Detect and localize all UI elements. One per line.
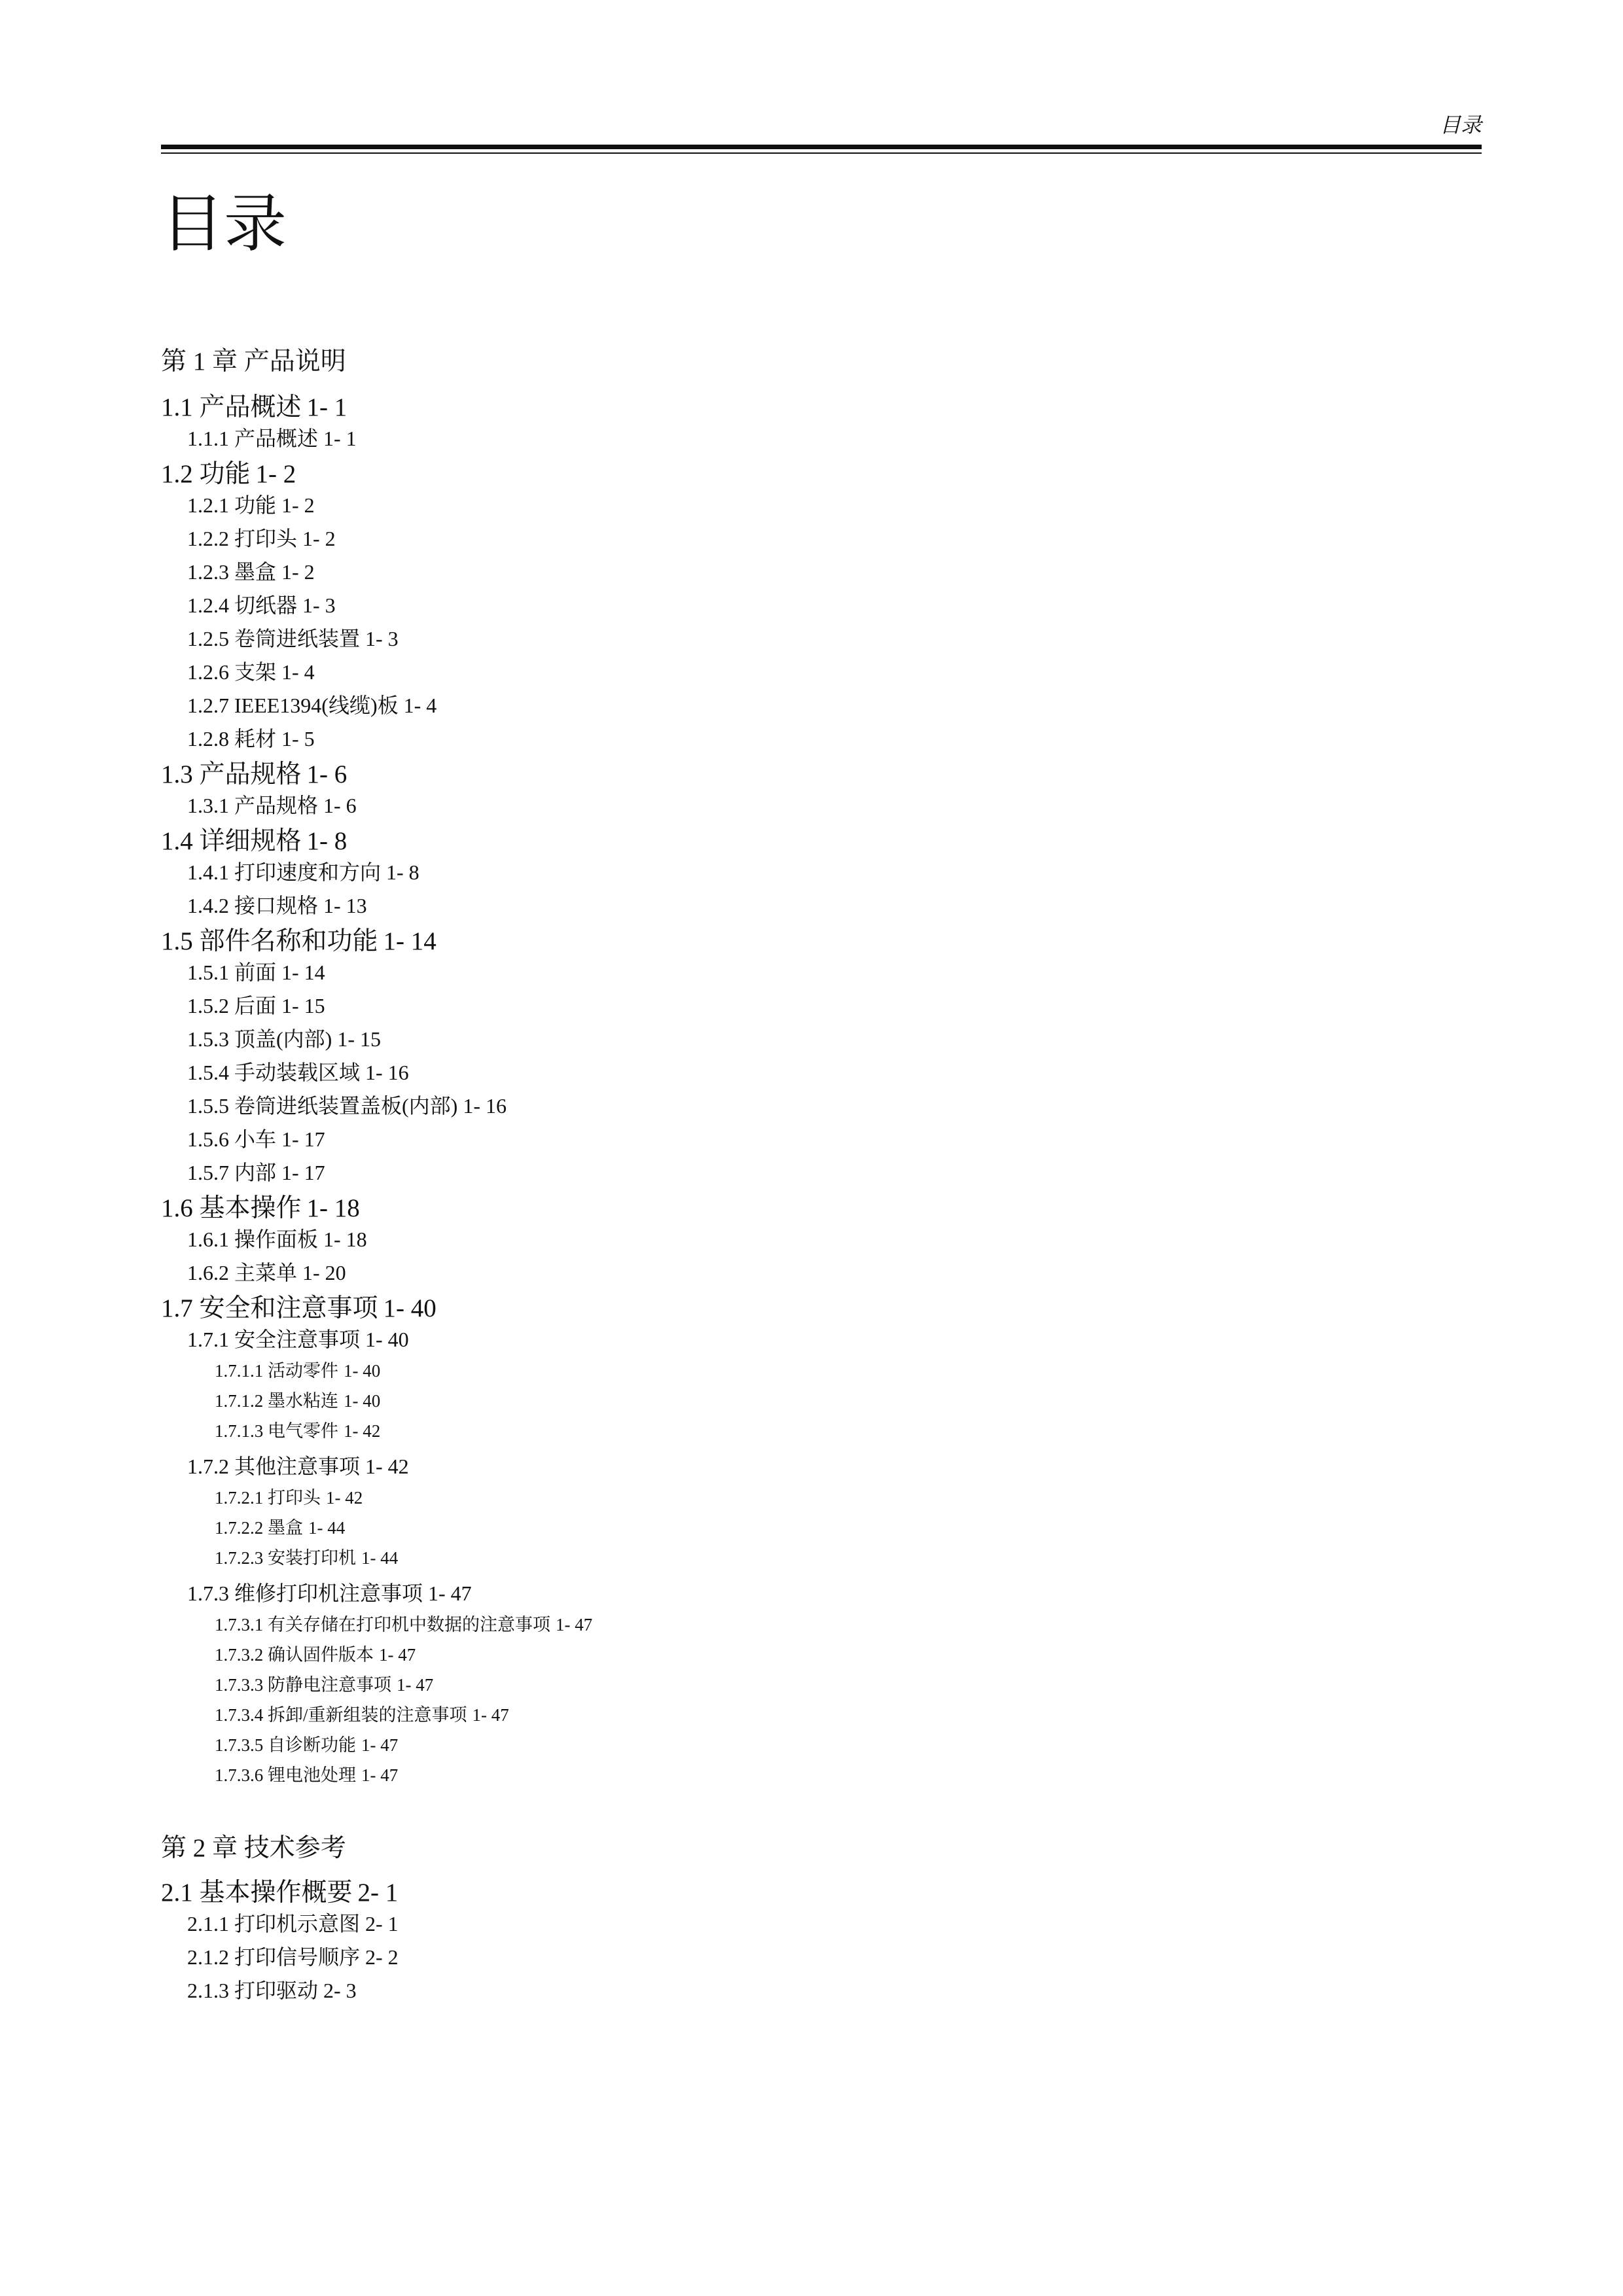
toc-entry-title: 1.7.2 其他注意事项 bbox=[187, 1455, 361, 1478]
toc-entry-page: 1- 47 bbox=[361, 1735, 399, 1755]
toc-entry-title: 1.1 产品概述 bbox=[161, 393, 302, 421]
toc-entry-title: 1.7.2.1 打印头 bbox=[215, 1488, 321, 1508]
toc-entry-title: 1.7.1.2 墨水粘连 bbox=[215, 1391, 338, 1411]
toc-entry-title: 1.6 基本操作 bbox=[161, 1194, 302, 1222]
toc-entry-page: 1- 14 bbox=[383, 927, 437, 955]
toc-entry-title: 1.7.3.1 有关存储在打印机中数据的注意事项 bbox=[215, 1615, 550, 1634]
toc-entry-title: 2.1.2 打印信号顺序 bbox=[187, 1945, 361, 1969]
toc-entry-page: 1- 42 bbox=[365, 1455, 409, 1478]
toc-entry-title: 1.2.2 打印头 bbox=[187, 527, 298, 550]
toc-entry-title: 1.2.1 功能 bbox=[187, 493, 277, 517]
toc-entry-page: 1- 40 bbox=[365, 1328, 409, 1351]
toc-entry-page: 1- 2 bbox=[281, 493, 315, 517]
toc-entry-title: 1.5.3 顶盖(内部) bbox=[187, 1027, 332, 1051]
toc-entry-page: 2- 3 bbox=[323, 1979, 357, 2002]
toc-entry-page: 1- 42 bbox=[326, 1488, 363, 1508]
toc-entry-page: 1- 1 bbox=[323, 427, 357, 450]
toc-entry-page: 1- 15 bbox=[337, 1027, 381, 1051]
running-header: 目录 bbox=[1439, 113, 1482, 137]
toc-entry-title: 1.7 安全和注意事项 bbox=[161, 1294, 378, 1322]
toc-entry-title: 1.4.2 接口规格 bbox=[187, 894, 319, 917]
toc-entry-title: 1.7.2.2 墨盒 bbox=[215, 1518, 303, 1538]
toc-entry-page: 2- 1 bbox=[365, 1912, 399, 1935]
toc-entry-title: 1.7.1 安全注意事项 bbox=[187, 1328, 361, 1351]
toc-entry-page: 1- 5 bbox=[281, 727, 315, 751]
toc-entry-page: 1- 18 bbox=[306, 1194, 360, 1222]
toc-entry-page: 1- 47 bbox=[472, 1705, 509, 1725]
toc-entry-page: 1- 17 bbox=[281, 1127, 325, 1151]
toc-entry-title: 1.3 产品规格 bbox=[161, 760, 302, 788]
toc-entry-page: 1- 6 bbox=[306, 760, 348, 788]
toc-entry-page: 1- 42 bbox=[344, 1421, 381, 1441]
toc-entry-title: 1.6.2 主菜单 bbox=[187, 1261, 298, 1284]
toc-entry-page: 1- 40 bbox=[344, 1361, 381, 1381]
toc-entry-page: 1- 3 bbox=[365, 627, 399, 650]
toc-entry-title: 2.1 基本操作概要 bbox=[161, 1879, 353, 1907]
toc-entry-page: 1- 47 bbox=[379, 1645, 416, 1665]
chapter-title-2: 第 2 章 技术参考 bbox=[161, 1834, 346, 1862]
toc-entry-page: 1- 20 bbox=[302, 1261, 346, 1284]
toc-entry-title: 1.7.3.6 锂电池处理 bbox=[215, 1765, 356, 1785]
toc-entry-title: 1.2.5 卷筒进纸装置 bbox=[187, 627, 361, 650]
toc-entry-title: 1.7.3.5 自诊断功能 bbox=[215, 1735, 356, 1755]
toc-entry-page: 1- 2 bbox=[281, 560, 315, 584]
toc-entry-page: 1- 1 bbox=[306, 393, 348, 421]
toc-entry-title: 1.2.7 IEEE1394(线缆)板 bbox=[187, 694, 399, 717]
toc-entry-page: 1- 14 bbox=[281, 961, 325, 984]
toc-entry-title: 1.4.1 打印速度和方向 bbox=[187, 860, 382, 884]
toc-entry-page: 1- 16 bbox=[463, 1094, 507, 1118]
toc-entry-title: 1.3.1 产品规格 bbox=[187, 794, 319, 817]
toc-entry-title: 1.2.3 墨盒 bbox=[187, 560, 277, 584]
toc-entry-page: 1- 4 bbox=[403, 694, 437, 717]
toc-entry-page: 1- 47 bbox=[428, 1581, 472, 1605]
toc-entry-page: 1- 8 bbox=[386, 860, 419, 884]
toc-entry-page: 1- 4 bbox=[281, 660, 315, 684]
toc-entry-title: 1.5.4 手动装载区域 bbox=[187, 1061, 361, 1084]
toc-entry-page: 2- 1 bbox=[357, 1879, 399, 1907]
toc-entry-page: 1- 44 bbox=[308, 1518, 346, 1538]
toc-entry-title: 2.1.3 打印驱动 bbox=[187, 1979, 319, 2002]
toc-entry-title: 1.5.5 卷筒进纸装置盖板(内部) bbox=[187, 1094, 458, 1118]
toc-entry-title: 1.2.6 支架 bbox=[187, 660, 277, 684]
toc-entry-title: 1.2.4 切纸器 bbox=[187, 593, 298, 617]
toc-entry-title: 2.1.1 打印机示意图 bbox=[187, 1912, 361, 1935]
toc-entry-page: 1- 44 bbox=[361, 1548, 399, 1568]
toc-entry-title: 1.2.8 耗材 bbox=[187, 727, 277, 751]
toc-entry-title: 1.5.2 后面 bbox=[187, 994, 277, 1017]
toc-entry-title: 1.7.1.3 电气零件 bbox=[215, 1421, 338, 1441]
toc-entry-title: 1.6.1 操作面板 bbox=[187, 1227, 319, 1251]
toc-entry-page: 1- 2 bbox=[302, 527, 336, 550]
toc-entry-title: 1.5.7 内部 bbox=[187, 1161, 277, 1184]
header-rule-thin bbox=[161, 152, 1482, 154]
toc-entry-title: 1.7.3.2 确认固件版本 bbox=[215, 1645, 374, 1665]
toc-entry-page: 1- 15 bbox=[281, 994, 325, 1017]
toc-entry-title: 1.5 部件名称和功能 bbox=[161, 927, 378, 955]
toc-entry-title: 1.2 功能 bbox=[161, 460, 251, 488]
toc-entry-page: 1- 40 bbox=[344, 1391, 381, 1411]
toc-entry-page: 1- 2 bbox=[255, 460, 296, 488]
toc-entry-page: 2- 2 bbox=[365, 1945, 399, 1969]
toc-entry-title: 1.7.3 维修打印机注意事项 bbox=[187, 1581, 423, 1605]
chapter-title-1: 第 1 章 产品说明 bbox=[161, 347, 346, 376]
toc-entry-title: 1.7.1.1 活动零件 bbox=[215, 1361, 338, 1381]
toc-entry-page: 1- 6 bbox=[323, 794, 357, 817]
toc-entry-page: 1- 13 bbox=[323, 894, 367, 917]
toc-entry-title: 1.7.3.4 拆卸/重新组装的注意事项 bbox=[215, 1705, 467, 1725]
toc-entry-title: 1.7.3.3 防静电注意事项 bbox=[215, 1675, 391, 1695]
toc-entry-title: 1.4 详细规格 bbox=[161, 827, 302, 855]
toc-entry-page: 1- 47 bbox=[361, 1765, 399, 1785]
toc-entry-page: 1- 47 bbox=[397, 1675, 434, 1695]
toc-entry-page: 1- 17 bbox=[281, 1161, 325, 1184]
toc-entry-page: 1- 8 bbox=[306, 827, 348, 855]
toc-entry-page: 1- 47 bbox=[556, 1615, 593, 1634]
header-rule-thick bbox=[161, 145, 1482, 149]
toc-entry-page: 1- 18 bbox=[323, 1227, 367, 1251]
toc-entry-title: 1.1.1 产品概述 bbox=[187, 427, 319, 450]
toc-entry-title: 1.5.6 小车 bbox=[187, 1127, 277, 1151]
toc-entry-page: 1- 40 bbox=[383, 1294, 437, 1322]
page-title: 目录 bbox=[161, 187, 287, 260]
toc-entry-title: 1.5.1 前面 bbox=[187, 961, 277, 984]
toc-entry-title: 1.7.2.3 安装打印机 bbox=[215, 1548, 356, 1568]
toc-entry-page: 1- 16 bbox=[365, 1061, 409, 1084]
toc-entry-page: 1- 3 bbox=[302, 593, 336, 617]
